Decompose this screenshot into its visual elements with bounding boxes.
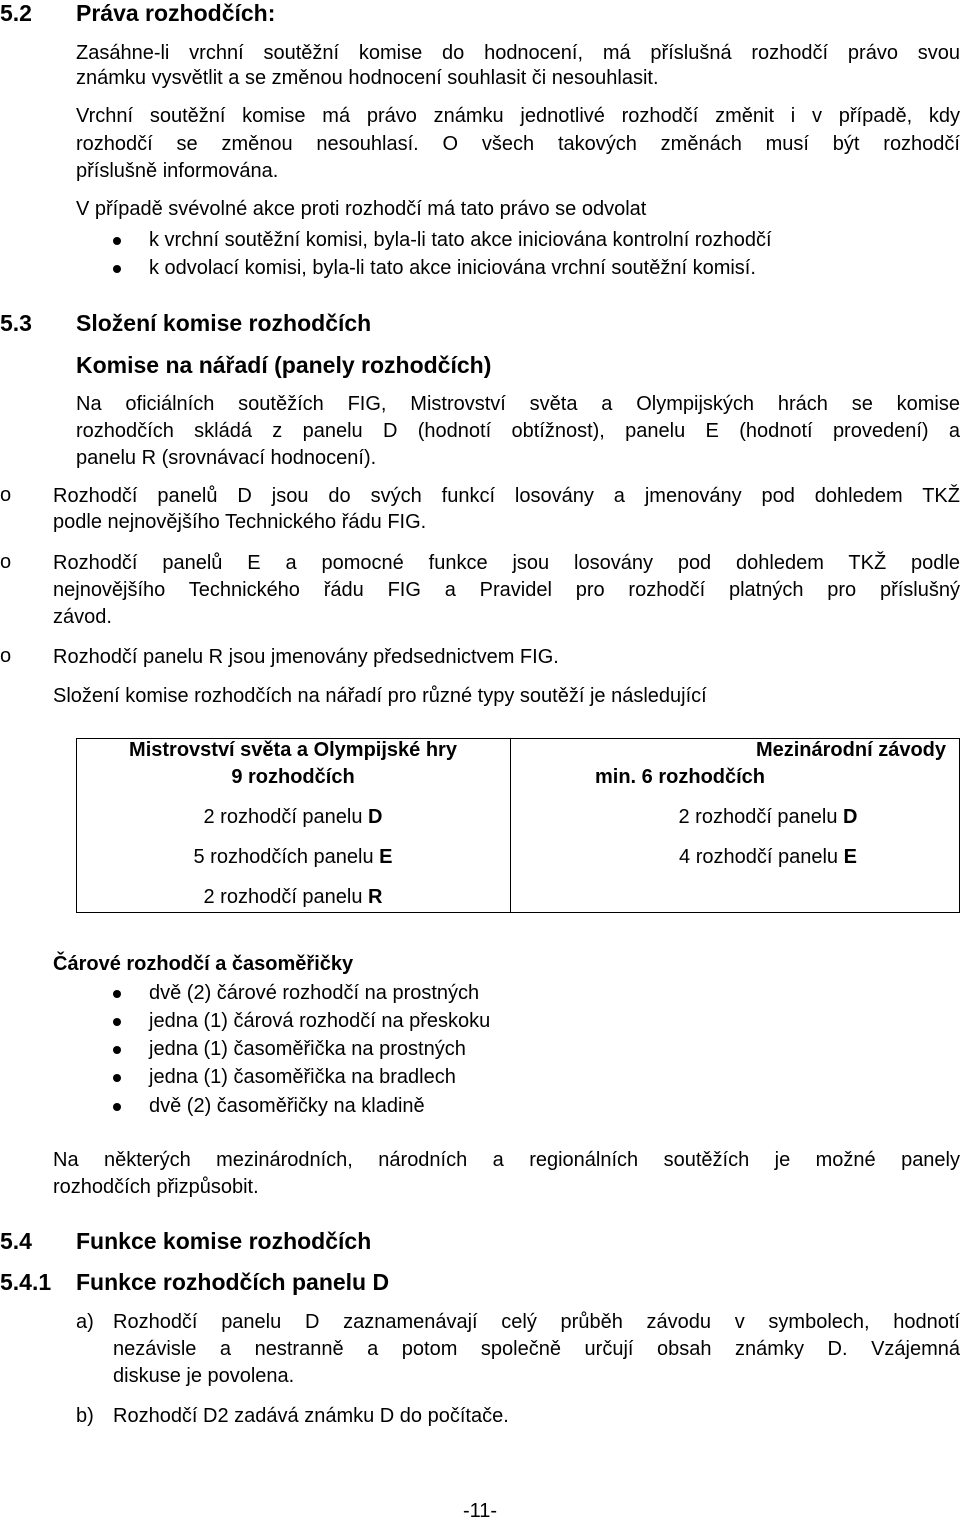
page-number: -11- xyxy=(462,1500,498,1522)
table-row: 4 rozhodčí panelu E xyxy=(679,846,857,868)
section-5-4-1-title: Funkce rozhodčích panelu D xyxy=(76,1269,390,1295)
table-right-count: min. 6 rozhodčích xyxy=(595,766,766,788)
paragraph-line: rozhodčích skládá z panelu D (hodnotí obtížnost), panelu E (hodnotí provedení) a xyxy=(76,420,960,442)
section-5-2-title: Práva rozhodčích: xyxy=(76,0,276,26)
section-5-4-title: Funkce komise rozhodčích xyxy=(76,1228,372,1254)
list-marker: b) xyxy=(76,1405,94,1427)
section-5-2-number: 5.2 xyxy=(0,0,32,26)
table-left-heading: Mistrovství světa a Olympijské hry xyxy=(129,739,457,761)
paragraph-line: rozhodčí se změnou nesouhlasí. O všech takových změnách musí být rozhodčí xyxy=(76,133,960,155)
paragraph-line: příslušně informována. xyxy=(76,160,279,182)
list-item: jedna (1) časoměřička na prostných xyxy=(149,1038,466,1060)
list-marker: o xyxy=(0,484,12,506)
table-row: 2 rozhodčí panelu R xyxy=(203,886,383,908)
paragraph-line: Na některých mezinárodních, národních a regionálních soutěžích je možné panely xyxy=(53,1149,960,1171)
list-item-line: nezávisle a nestranně a potom společně určují obsah známky D. Vzájemná xyxy=(113,1338,960,1360)
list-item-line: závod. xyxy=(53,606,112,628)
paragraph-line: V případě svévolné akce proti rozhodčí má tato právo se odvolat xyxy=(76,198,647,220)
list-item: dvě (2) čárové rozhodčí na prostných xyxy=(149,982,480,1004)
paragraph-line: Složení komise rozhodčích na nářadí pro různé typy soutěží je následující xyxy=(53,685,707,707)
bullet-icon xyxy=(113,237,121,245)
list-marker: a) xyxy=(76,1311,94,1333)
table-row: 2 rozhodčí panelu D xyxy=(203,806,383,828)
section-5-3-number: 5.3 xyxy=(0,310,32,336)
line-judges-title: Čárové rozhodčí a časoměřičky xyxy=(53,953,354,975)
bullet-icon xyxy=(113,1046,121,1054)
list-item: jedna (1) časoměřička na bradlech xyxy=(149,1066,456,1088)
list-item-line: diskuse je povolena. xyxy=(113,1365,295,1387)
paragraph-line: panelu R (srovnávací hodnocení). xyxy=(76,447,377,469)
list-marker: o xyxy=(0,645,12,667)
list-item-line: Rozhodčí panelu R jsou jmenovány předsednictvem FIG. xyxy=(53,646,559,668)
paragraph-line: Vrchní soutěžní komise má právo známku jednotlivé rozhodčí změnit i v případě, kdy xyxy=(76,105,960,127)
bullet-icon xyxy=(113,265,121,273)
bullet-icon xyxy=(113,1074,121,1082)
list-item: jedna (1) čárová rozhodčí na přeskoku xyxy=(149,1010,491,1032)
paragraph-line: Na oficiálních soutěžích FIG, Mistrovství světa a Olympijských hrách se komise xyxy=(76,393,960,415)
table-row: 5 rozhodčích panelu E xyxy=(193,846,393,868)
list-item-line: podle nejnovějšího Technického řádu FIG. xyxy=(53,511,427,533)
section-5-3-title: Složení komise rozhodčích xyxy=(76,310,372,336)
list-item: dvě (2) časoměřičky na kladině xyxy=(149,1095,425,1117)
table-left-count: 9 rozhodčích xyxy=(231,766,355,788)
list-item-line: Rozhodčí D2 zadává známku D do počítače. xyxy=(113,1405,509,1427)
list-item-line: Rozhodčí panelu D zaznamenávají celý průběh závodu v symbolech, hodnotí xyxy=(113,1311,960,1333)
bullet-icon xyxy=(113,1018,121,1026)
paragraph-line: Zasáhne-li vrchní soutěžní komise do hodnocení, má příslušná rozhodčí právo svou xyxy=(76,42,960,64)
section-5-3-subtitle: Komise na nářadí (panely rozhodčích) xyxy=(76,352,492,378)
table-divider xyxy=(510,738,511,913)
section-5-4-number: 5.4 xyxy=(0,1228,32,1254)
list-item-line: Rozhodčí panelů D jsou do svých funkcí losovány a jmenovány pod dohledem TKŽ xyxy=(53,485,960,507)
list-item-line: nejnovějšího Technického řádu FIG a Pravidel pro rozhodčí platných pro příslušný xyxy=(53,579,960,601)
list-item-line: Rozhodčí panelů E a pomocné funkce jsou losovány pod dohledem TKŽ podle xyxy=(53,552,960,574)
section-5-4-1-number: 5.4.1 xyxy=(0,1269,52,1295)
paragraph-line: známku vysvětlit a se změnou hodnocení souhlasit či nesouhlasit. xyxy=(76,67,659,89)
bullet-icon xyxy=(113,990,121,998)
list-item: k odvolací komisi, byla-li tato akce iniciována vrchní soutěžní komisí. xyxy=(149,257,756,279)
list-item: k vrchní soutěžní komisi, byla-li tato akce iniciována kontrolní rozhodčí xyxy=(149,229,772,251)
table-right-heading: Mezinárodní závody xyxy=(755,739,946,761)
table-row: 2 rozhodčí panelu D xyxy=(678,806,858,828)
list-marker: o xyxy=(0,551,12,573)
paragraph-line: rozhodčích přizpůsobit. xyxy=(53,1176,259,1198)
bullet-icon xyxy=(113,1103,121,1111)
